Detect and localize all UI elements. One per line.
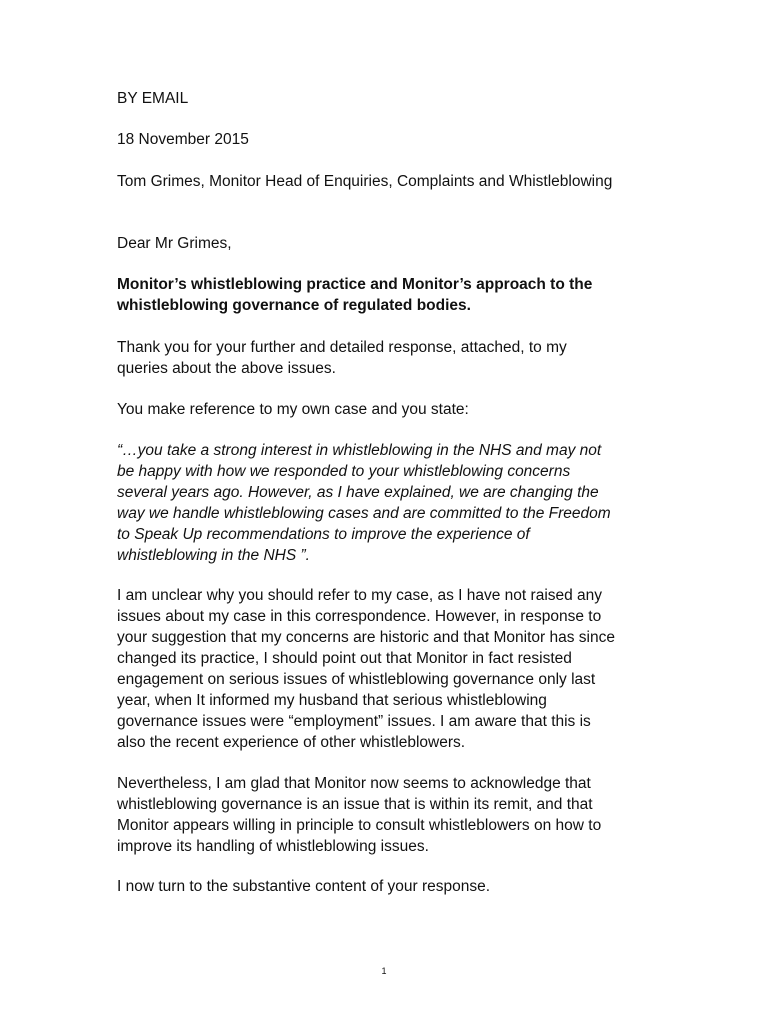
delivery-method: BY EMAIL: [117, 90, 189, 107]
text-line: issues about my case in this correspondence. However, in response to: [117, 608, 602, 625]
text-line: You make reference to my own case and you state:: [117, 401, 469, 418]
quote-line: way we handle whistleblowing cases and are committed to the Freedom: [117, 505, 611, 522]
text-line: Monitor appears willing in principle to consult whistleblowers on how to: [117, 817, 602, 834]
text-line: I am unclear why you should refer to my case, as I have not raised any: [117, 587, 603, 604]
quote-line: to Speak Up recommendations to improve the experience of: [117, 526, 530, 543]
text-line: engagement on serious issues of whistleblowing governance only last: [117, 671, 596, 688]
text-line: governance issues were “employment” issues. I am aware that this is: [117, 713, 591, 730]
paragraph-reference: [117, 399, 677, 420]
salutation: Dear Mr Grimes,: [117, 235, 232, 252]
paragraph-thanks: [117, 337, 677, 379]
text-line: improve its handling of whistleblowing issues.: [117, 838, 429, 855]
paragraph-closing: [117, 876, 677, 897]
paragraph-unclear: [117, 585, 677, 753]
recipient-line: Tom Grimes, Monitor Head of Enquiries, Complaints and Whistleblowing: [117, 173, 613, 190]
subject-line: whistleblowing governance of regulated bodies.: [117, 297, 471, 314]
paragraph-nevertheless: [117, 773, 677, 857]
quoted-passage: [117, 440, 677, 566]
quote-line: be happy with how we responded to your whistleblowing concerns: [117, 463, 571, 480]
text-line: your suggestion that my concerns are historic and that Monitor has since: [117, 629, 615, 646]
quote-line: “…you take a strong interest in whistleblowing in the NHS and may not: [117, 442, 602, 459]
quote-line: whistleblowing in the NHS ”.: [117, 547, 310, 564]
text-line: queries about the above issues.: [117, 360, 336, 377]
letter-date: 18 November 2015: [117, 131, 249, 148]
text-line: also the recent experience of other whistleblowers.: [117, 734, 466, 751]
quote-line: several years ago. However, as I have explained, we are changing the: [117, 484, 599, 501]
text-line: I now turn to the substantive content of your response.: [117, 878, 491, 895]
subject-heading: [117, 274, 677, 316]
subject-line: Monitor’s whistleblowing practice and Monitor’s approach to the: [117, 276, 593, 293]
text-line: Nevertheless, I am glad that Monitor now seems to acknowledge that: [117, 775, 591, 792]
text-line: year, when It informed my husband that serious whistleblowing: [117, 692, 547, 709]
page-number: 1: [381, 966, 387, 976]
text-line: whistleblowing governance is an issue that is within its remit, and that: [117, 796, 593, 813]
text-line: Thank you for your further and detailed response, attached, to my: [117, 339, 567, 356]
text-line: changed its practice, I should point out that Monitor in fact resisted: [117, 650, 572, 667]
